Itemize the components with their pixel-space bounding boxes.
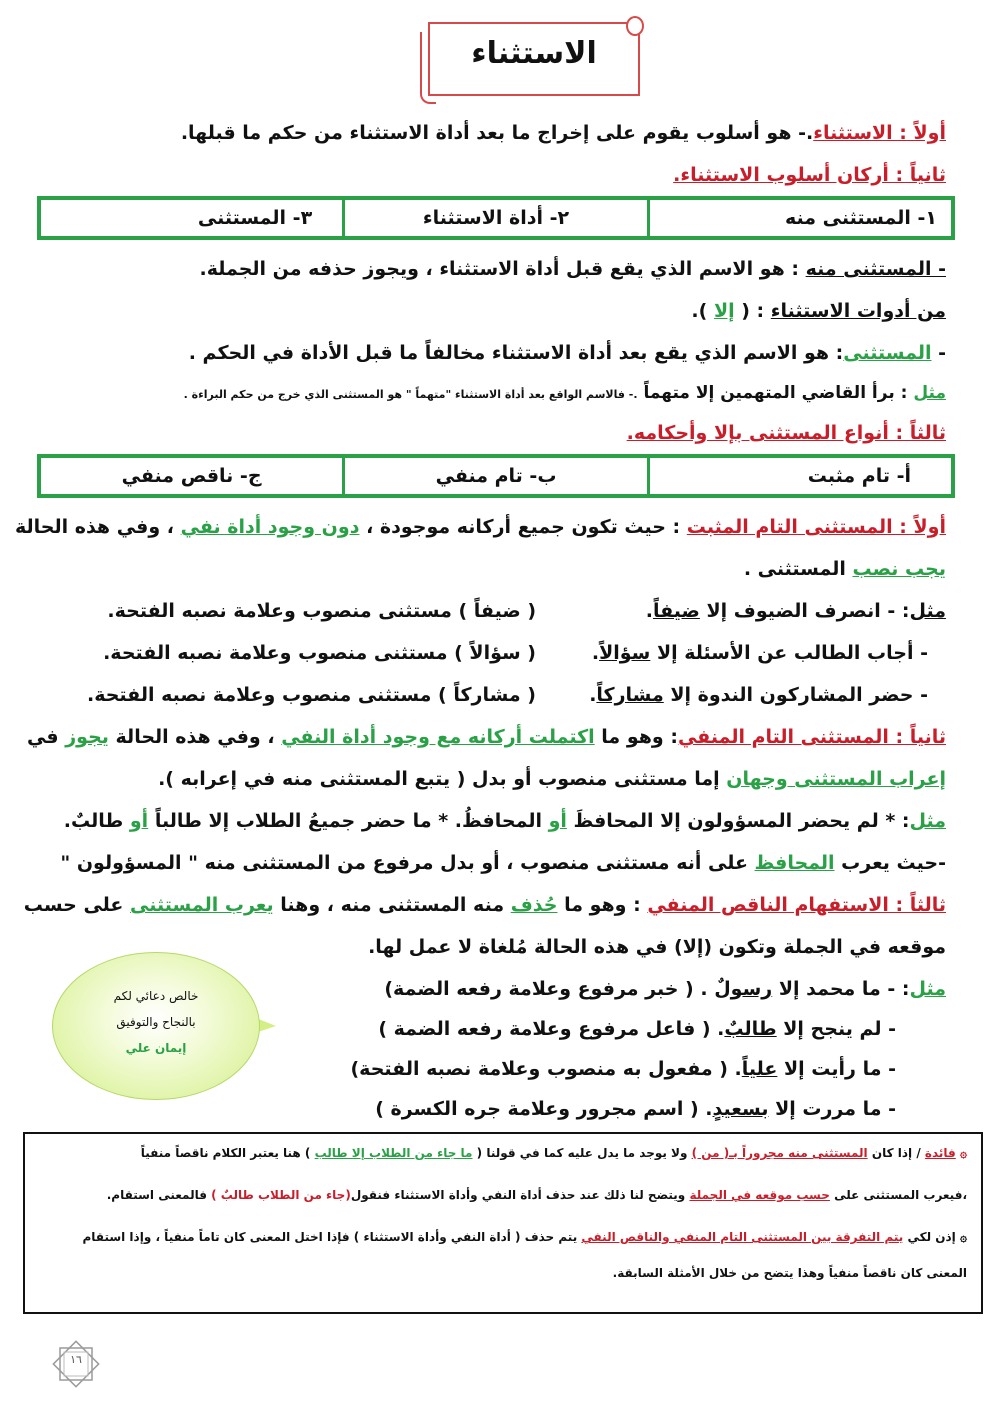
note-line4: المعنى كان ناقصاً منفياً وهذا يتضح من خلال الأمثلة السابقة. [612, 1266, 967, 1280]
def-from-text: : هو الاسم الذي يقع قبل أداة الاستثناء ، ويجوز حذفه من الجملة. [199, 258, 806, 280]
example-word: مشاركاً [596, 684, 664, 706]
example-prefix: مثل [909, 600, 946, 622]
pillar-2: ٢- أداة الاستثناء [344, 198, 649, 238]
type1-example-1 [40, 596, 946, 626]
greeting-bubble [52, 952, 260, 1100]
example-end: . [589, 684, 597, 706]
note-p1a: / إذا كان [867, 1146, 925, 1160]
type1-t3: ، وفي هذه الحالة [14, 516, 181, 538]
type2-t3: ، وفي هذه الحالة [108, 726, 282, 748]
definition-line [40, 118, 946, 148]
note-p3b: يتم التفرقة بين المستثنى التام المنفي والناقص النفي [581, 1230, 904, 1244]
def-excepted-line [40, 338, 946, 368]
tools-line [40, 296, 946, 326]
type3-t1: : وهو ما [557, 894, 648, 916]
example-sentence: : - انصرف الضيوف إلا [699, 600, 910, 622]
pillar-1: ١- المستثنى منه [648, 198, 953, 238]
bubble-line1: خالص دعائي لكم [113, 989, 199, 1003]
note-p2a: ،فيعرب المستثنى على [829, 1188, 967, 1202]
example-sentence: - لم ينجح إلا [776, 1018, 896, 1040]
pillars-table [37, 196, 955, 240]
type2-l2a: إعراب المستثنى وجهان [726, 768, 946, 790]
example1-note: .- فالاسم الواقع بعد أداة الاستثناء "متهماً " هو المستثنى الذي خرج من حكم البراءة . [183, 388, 638, 401]
type-a: أ- تام مثبت [648, 456, 953, 496]
note-p1b: المستثنى منه مجروراً بـ( من ) [691, 1146, 868, 1160]
type-c: ج- ناقص منفي [39, 456, 344, 496]
example-word: ضيفاً [652, 600, 700, 622]
pillar-3: ٣- المستثنى [39, 198, 344, 238]
note-p1c: ولا يوجد ما يدل عليه كما في قولنا ( [472, 1146, 692, 1160]
section2-heading [40, 160, 946, 190]
example-sentence: - ما مررت إلا [768, 1098, 896, 1120]
example-sentence: - أجاب الطالب عن الأسئلة إلا [650, 642, 928, 664]
section1-text: .- هو أسلوب يقوم على إخراج ما بعد أداة الاستثناء من حكم ما قبلها. [180, 122, 814, 144]
note-p2e: فالمعنى استقام. [106, 1188, 212, 1202]
example-word: رسولٌ [714, 978, 773, 1000]
type3-t3: منه المستثنى منه ، وهنا [273, 894, 511, 916]
type1-t1: : حيث تكون جميع أركانه موجودة ، [359, 516, 687, 538]
type1-t4: يجب نصب [852, 558, 946, 580]
def-from-line [40, 254, 946, 284]
bubble-name: إيمان علي [125, 1041, 187, 1055]
tools-label: من أدوات الاستثناء [770, 300, 946, 322]
def-excepted-label: المستثنى [843, 342, 932, 364]
example-end: . [591, 642, 600, 664]
example-end: . [645, 600, 653, 622]
page-number-ornament [50, 1338, 102, 1390]
type3-label: ثالثاً : الاستفهام الناقص المنفي [647, 894, 946, 916]
note-label: فائدة [924, 1146, 956, 1160]
type1-example-3 [40, 680, 928, 710]
note-p1d: ما جاء من الطلاب إلا طالب [314, 1146, 473, 1160]
def-from-label: - المستثنى منه [805, 258, 946, 280]
note-line3: ۞ إذن لكي يتم التفرقة بين المستثنى التام المنفي والناقص النفي يتم حذف ( أداة النفي وأداة الاستثناء ) فإذا اختل المعنى كان تاماً منفياً ، وإذا استقام [82, 1230, 967, 1244]
def-excepted-dash: - [931, 342, 946, 364]
page-title: الاستثناء [471, 36, 597, 71]
example-analysis: . ( اسم مجرور وعلامة جره الكسرة ) [375, 1098, 713, 1120]
example-analysis: . ( خبر مرفوع وعلامة رفعه الضمة) [384, 978, 715, 1000]
tools-pre: : ( [734, 300, 771, 322]
type3-t4: يعرب المستثنى [130, 894, 274, 916]
type2-t4: يجوز [65, 726, 109, 748]
section1-label: أولاً : الاستثناء [813, 122, 946, 144]
title-scroll [428, 22, 640, 96]
type1-line1 [14, 512, 946, 542]
example-word: سؤالاً [599, 642, 651, 664]
type3-line2: موقعه في الجملة وتكون (إلا) في هذه الحالة مُلغاة لا عمل لها. [368, 936, 946, 958]
type3-t5: على حسب [23, 894, 131, 916]
example-sentence: - حضر المشاركون الندوة إلا [663, 684, 928, 706]
section2-label: ثانياً : أركان أسلوب الاستثناء. [673, 164, 946, 186]
section3-heading [40, 418, 946, 448]
type2-example-or1: أو [548, 810, 567, 832]
tools-post: ). [691, 300, 714, 322]
type2-explain-line [40, 848, 946, 878]
type1-example-2 [40, 638, 928, 668]
types-table [37, 454, 955, 498]
type2-example-c: طالبٌ. [63, 810, 130, 832]
example-sentence: - ما رأيت إلا [777, 1058, 896, 1080]
example1-line [40, 378, 946, 410]
note-p2d: (جاء من الطلاب طالبٌ ) [211, 1188, 351, 1202]
bubble-line2: بالنجاح والتوفيق [116, 1015, 196, 1029]
type2-explain-b: على أنه مستثنى منصوب ، أو بدل مرفوع من المستثنى منه " المسؤولون " [60, 852, 755, 874]
type2-explain-a: -حيث يعرب [834, 852, 946, 874]
type2-explain-word: المحافظ [754, 852, 835, 874]
type3-line1 [23, 890, 946, 920]
type2-example-line [40, 806, 946, 836]
type1-line2 [40, 554, 946, 584]
example-word: طالبٌ [724, 1018, 777, 1040]
note-p2b: حسب موقعه في الجملة [689, 1188, 830, 1202]
example-word: بسعيدٍ [712, 1098, 769, 1120]
page-number: ١٦ [70, 1353, 82, 1366]
type2-line1 [26, 722, 946, 752]
type1-t5: المستثنى . [743, 558, 853, 580]
section3-label: ثالثاً : أنواع المستثنى بإلا وأحكامه. [626, 422, 946, 444]
type3-t2: حُذف [510, 894, 558, 916]
type2-example-label: مثل [909, 810, 946, 832]
example-word: علياً [741, 1058, 778, 1080]
example-sentence: : - ما محمد إلا [772, 978, 910, 1000]
example-analysis: ( مشاركاً ) مستثنى منصوب وعلامة نصبه الفتحة. [86, 684, 536, 706]
type2-example-a: : * لم يحضر المسؤولون إلا المحافظَ [566, 810, 910, 832]
def-excepted-text: : هو الاسم الذي يقع بعد أداة الاستثناء مخالفاً ما قبل الأداة في الحكم . [188, 342, 844, 364]
type2-t5: في [26, 726, 66, 748]
type1-label: أولاً : المستثنى التام المثبت [686, 516, 946, 538]
example1-sentence: : برأ القاضي المتهمين إلا متهماً [637, 383, 914, 403]
type-b: ب- تام منفي [344, 456, 649, 496]
type2-example-b: المحافظُ. * ما حضر جميعُ الطلاب إلا طالباً [148, 810, 549, 832]
type2-t1: : وهو ما [594, 726, 678, 748]
note-line1: ۞ فائدة / إذا كان المستثنى منه مجروراً بـ( من ) ولا يوجد ما يدل عليه كما في قولنا ( ما جاء من الطلاب إلا طالب ) هنا يعتبر الكلام ناقصاً منفياً [140, 1146, 967, 1160]
type2-t2: اكتملت أركانه مع وجود أداة النفي [281, 726, 595, 748]
type2-l2b: إما مستثنى منصوب أو بدل ( يتبع المستثنى منه في إعرابه ). [158, 768, 727, 790]
example-analysis: . ( فاعل مرفوع وعلامة رفعه الضمة ) [378, 1018, 725, 1040]
example-prefix: مثل [909, 978, 946, 1000]
note-p2c: ويتضح لنا ذلك عند حذف أداة النفي وأداة الاستثناء فنقول [350, 1188, 690, 1202]
note-line2 [39, 1184, 967, 1206]
example-analysis: . ( مفعول به منصوب وعلامة نصبه الفتحة) [350, 1058, 742, 1080]
type2-label: ثانياً : المستثنى التام المنفي [677, 726, 946, 748]
note-box [23, 1132, 983, 1314]
note-p3a: إذن لكي [903, 1230, 956, 1244]
type2-line2 [40, 764, 946, 794]
type2-example-or2: أو [129, 810, 149, 832]
note-p1e: ) هنا يعتبر الكلام ناقصاً منفياً [140, 1146, 315, 1160]
example1-label: مثل [913, 383, 946, 403]
note-p3c: يتم حذف ( أداة النفي وأداة الاستثناء ) فإذا اختل المعنى كان تاماً منفياً ، وإذا استقام [82, 1230, 582, 1244]
example-analysis: ( سؤالاً ) مستثنى منصوب وعلامة نصبه الفتحة. [103, 642, 536, 664]
tools-value: إلا [713, 300, 735, 322]
type1-t2: دون وجود أداة نفي [180, 516, 360, 538]
example-analysis: ( ضيفاً ) مستثنى منصوب وعلامة نصبه الفتحة. [107, 600, 536, 622]
